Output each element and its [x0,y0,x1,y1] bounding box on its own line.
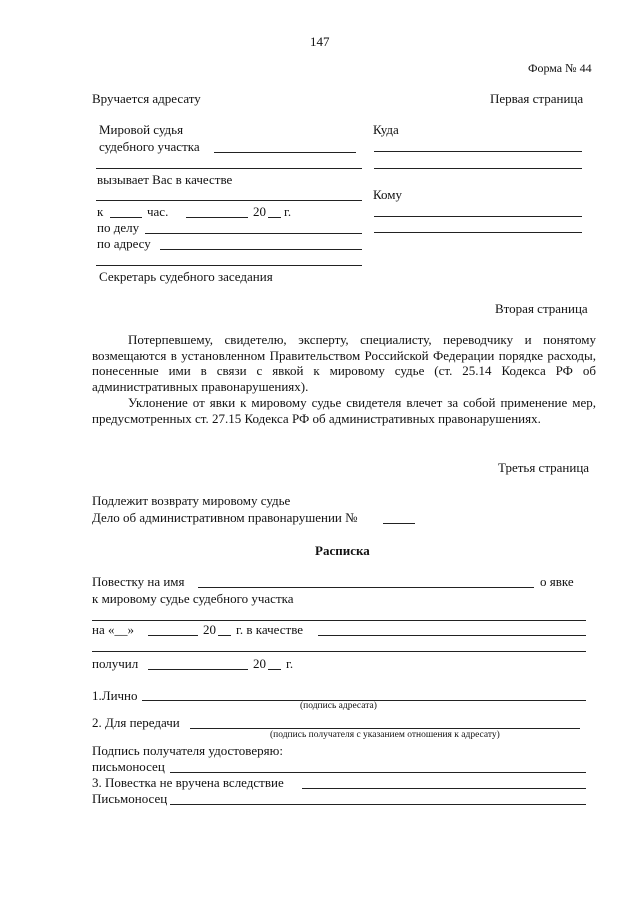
year-suffix: г. [284,204,292,219]
case-label: по делу [97,220,140,235]
summons-name-label: Повестку на имя [92,574,185,589]
komu-field-2[interactable] [374,232,582,233]
as-capacity-label: г. в качестве [236,622,304,637]
evasion-paragraph [92,395,596,426]
judge-line-2: судебного участка [99,139,200,154]
summons-name-field[interactable] [198,587,534,588]
return-line: Подлежит возврату мировому судье [92,493,291,508]
not-delivered-label: 3. Повестка не вручена вследствие [92,775,284,790]
section-field[interactable] [92,620,586,621]
kuda-field-1[interactable] [374,151,582,152]
komu-label: Кому [373,187,403,202]
secretary-label: Секретарь судебного заседания [99,269,273,284]
recipient-signature-caption: (подпись получателя с указанием отношения к адресату) [270,730,500,740]
page-number: 147 [310,34,330,49]
postman-signature-field-2[interactable] [170,804,586,805]
receipt-year-field[interactable] [218,635,231,636]
date-on-label: на «__» [92,622,134,637]
recipient-signature-field[interactable] [190,728,580,729]
received-year-prefix: 20 [253,656,266,671]
third-page-heading: Третья страница [498,460,590,475]
komu-field-1[interactable] [374,216,582,217]
date-field[interactable] [186,217,248,218]
kuda-label: Куда [373,122,399,137]
postman-label-2: Письмоносец [92,791,168,806]
receipt-date-field[interactable] [148,635,198,636]
capacity-field[interactable] [96,200,362,201]
compensation-text: Потерпевшему, свидетелю, эксперту, специалисту, переводчику и понятому возмещаются в установленном Правительством Российской Федерации порядке расходы, понесенные ими в связи с явкой к мировому судье (ст. 25.14 Кодекса РФ об административных правонарушениях). [92,332,596,394]
received-label: получил [92,656,139,671]
form-label: Форма № 44 [528,61,592,75]
receipt-year-prefix: 20 [203,622,216,637]
summons-as-label: вызывает Вас в качестве [97,172,233,187]
received-date-field[interactable] [148,669,248,670]
first-page-left-heading: Вручается адресату [92,91,201,106]
addressee-signature-caption: (подпись адресата) [300,701,377,711]
certify-label: Подпись получателя удостоверяю: [92,743,283,758]
blank-line[interactable] [96,265,362,266]
not-delivered-reason-field[interactable] [302,788,586,789]
receipt-title: Расписка [315,543,370,558]
compensation-paragraph [92,332,596,394]
received-year-field[interactable] [268,669,281,670]
hour-field[interactable] [110,217,142,218]
second-page-heading: Вторая страница [495,301,588,316]
case-number-label: Дело об административном правонарушении № [92,510,358,525]
first-page-heading: Первая страница [490,91,584,106]
blank-line[interactable] [92,651,586,652]
evasion-text: Уклонение от явки к мировому судье свидетеля влечет за собой применение мер, предусмотренных ст. 27.15 Кодекса РФ об административных правонарушениях. [92,395,596,426]
case-number-field[interactable] [383,523,415,524]
postman-signature-field[interactable] [170,772,586,773]
receipt-capacity-field[interactable] [318,635,586,636]
year-prefix: 20 [253,204,266,219]
time-k-label: к [97,204,104,219]
hour-label: час. [147,204,169,219]
for-transfer-label: 2. Для передачи [92,715,180,730]
case-field[interactable] [145,233,362,234]
blank-line[interactable] [96,168,362,169]
received-year-suffix: г. [286,656,294,671]
kuda-field-2[interactable] [374,168,582,169]
judge-line-1: Мировой судья [99,122,184,137]
to-judge-label: к мировому судье судебного участка [92,591,294,606]
year-field[interactable] [268,217,281,218]
about-appearance-label: о явке [540,574,574,589]
address-label: по адресу [97,236,151,251]
postman-label: письмоносец [92,759,165,774]
court-section-field[interactable] [214,152,356,153]
address-field[interactable] [160,249,362,250]
personally-label: 1.Лично [92,688,138,703]
